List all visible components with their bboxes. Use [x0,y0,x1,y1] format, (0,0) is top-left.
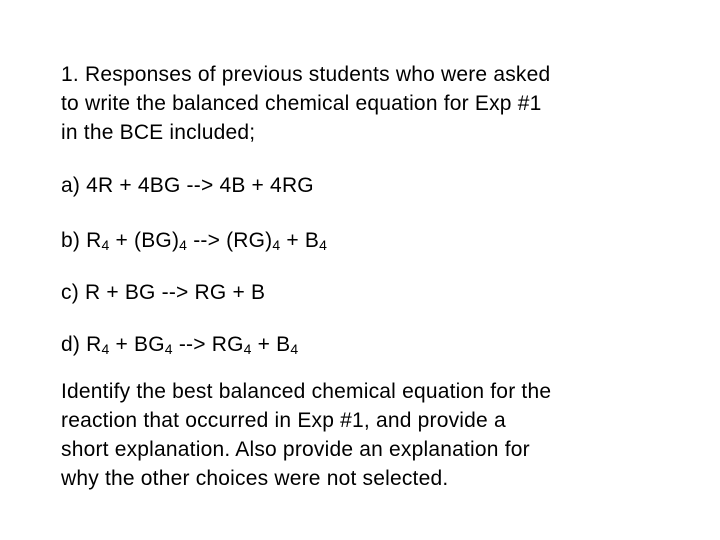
option-d-subscript-4: 4 [290,341,299,357]
option-b [61,226,681,255]
option-d-part-3: --> RG [172,333,244,356]
prompt-line-1: Identify the best balanced chemical equation for the [61,380,552,403]
question-prompt [61,377,681,493]
option-d-label: d) [61,333,81,356]
option-a [61,171,681,200]
option-b-label: b) [61,229,81,252]
option-b-part-4: + B [280,229,320,252]
option-d-subscript-2: 4 [164,341,173,357]
option-b-part-2: + (BG) [109,229,180,252]
option-d-part-1: R [86,333,102,356]
option-b-subscript-4: 4 [319,237,328,253]
intro-line-3: in the BCE included; [61,121,256,144]
option-d-part-2: + BG [109,333,165,356]
option-a-equation [61,171,681,200]
intro-line-2: to write the balanced chemical equation for Exp #1 [61,92,542,115]
option-c-text: R + BG --> RG + B [84,281,266,304]
option-d-part-4: + B [251,333,291,356]
option-b-subscript-2: 4 [179,237,188,253]
option-b-subscript-3: 4 [272,237,281,253]
option-b-part-1: R [86,229,102,252]
intro-line-1: 1. Responses of previous students who were asked [61,63,551,86]
option-c-equation [61,278,681,307]
option-c-label: c) [61,281,79,304]
option-d-subscript-3: 4 [243,341,252,357]
option-d-subscript-1: 4 [101,341,110,357]
prompt-line-3: short explanation. Also provide an explanation for [61,438,530,461]
prompt-line-2: reaction that occurred in Exp #1, and provide a [61,409,506,432]
option-a-label: a) [61,174,81,197]
option-b-equation [61,226,681,255]
option-d [61,330,681,359]
question-intro [61,60,681,147]
option-b-part-3: --> (RG) [187,229,273,252]
option-d-equation [61,330,681,359]
option-b-subscript-1: 4 [101,237,110,253]
option-c [61,278,681,307]
prompt-line-4: why the other choices were not selected. [61,467,449,490]
option-a-text: 4R + 4BG --> 4B + 4RG [86,174,314,197]
